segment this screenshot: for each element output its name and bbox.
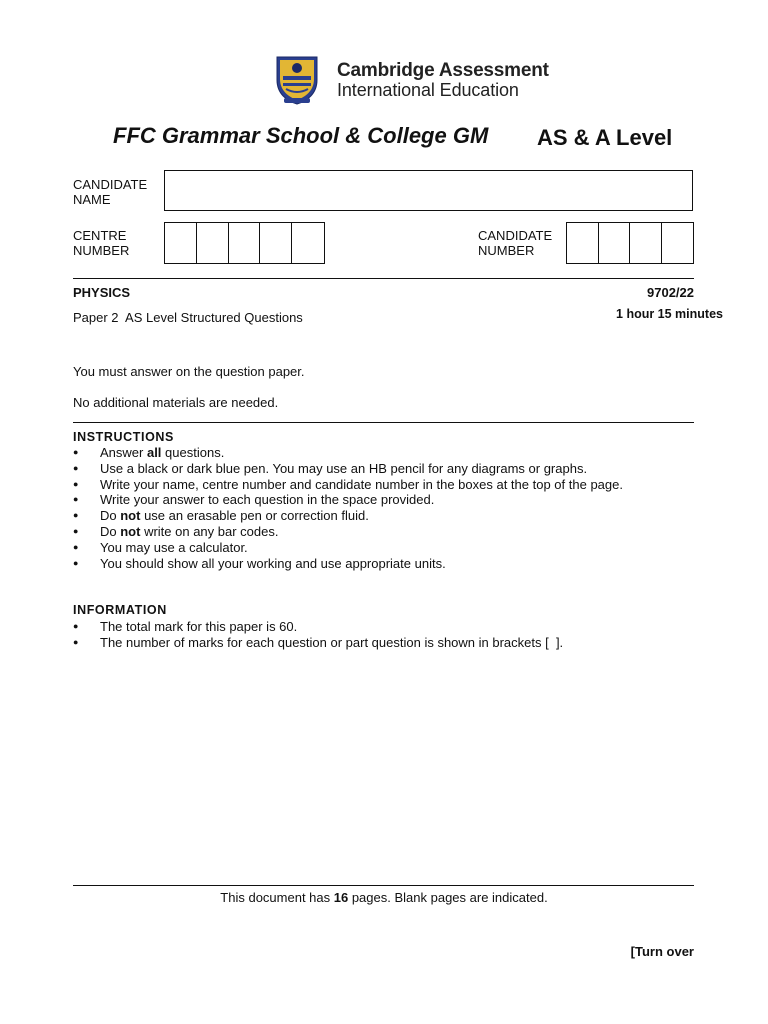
brand-name-line2: International Education bbox=[337, 80, 519, 100]
cambridge-crest-logo bbox=[274, 54, 320, 106]
candidate-digit-box[interactable] bbox=[630, 223, 662, 263]
candidate-digit-box[interactable] bbox=[662, 223, 693, 263]
candidate-digit-box[interactable] bbox=[599, 223, 631, 263]
candidate-digit-box[interactable] bbox=[567, 223, 599, 263]
subject-title: PHYSICS bbox=[73, 285, 131, 300]
instructions-heading: INSTRUCTIONS bbox=[73, 430, 174, 444]
instruction-item: ● You may use a calculator. bbox=[73, 540, 623, 556]
candidate-name-label: CANDIDATE NAME bbox=[73, 177, 148, 207]
instruction-item: ● Use a black or dark blue pen. You may use an HB pencil for any diagrams or graphs. bbox=[73, 461, 623, 477]
centre-number-boxes bbox=[164, 222, 325, 264]
brand-name-line1: Cambridge Assessment bbox=[337, 60, 549, 81]
paper-code: 9702/22 bbox=[647, 285, 694, 300]
divider bbox=[73, 422, 694, 423]
instruction-item: ● Write your answer to each question in the space provided. bbox=[73, 492, 623, 508]
candidate-number-label: CANDIDATE NUMBER bbox=[478, 228, 553, 258]
centre-digit-box[interactable] bbox=[197, 223, 229, 263]
centre-digit-box[interactable] bbox=[292, 223, 324, 263]
instructions-list bbox=[73, 445, 623, 571]
instruction-item: ● Do not use an erasable pen or correction fluid. bbox=[73, 508, 623, 524]
page-count-note: This document has 16 pages. Blank pages are indicated. bbox=[220, 890, 548, 905]
centre-digit-box[interactable] bbox=[165, 223, 197, 263]
divider bbox=[73, 885, 694, 886]
candidate-name-box[interactable] bbox=[164, 170, 693, 211]
qualification-level: AS & A Level bbox=[537, 125, 673, 150]
turn-over-note: [Turn over bbox=[630, 944, 694, 959]
candidate-number-boxes bbox=[566, 222, 694, 264]
instruction-item: ● You should show all your working and use appropriate units. bbox=[73, 556, 623, 572]
information-item: ● The total mark for this paper is 60. bbox=[73, 619, 563, 635]
centre-digit-box[interactable] bbox=[260, 223, 292, 263]
information-item: ● The number of marks for each question or part question is shown in brackets [ ]. bbox=[73, 635, 563, 651]
paper-duration: 1 hour 15 minutes bbox=[616, 307, 723, 321]
answer-instruction: You must answer on the question paper. bbox=[73, 364, 305, 379]
information-heading: INFORMATION bbox=[73, 603, 167, 617]
instruction-item: ● Do not write on any bar codes. bbox=[73, 524, 623, 540]
instruction-item: ● Answer all questions. bbox=[73, 445, 623, 461]
instruction-item: ● Write your name, centre number and candidate number in the boxes at the top of the page. bbox=[73, 477, 623, 493]
paper-title: Paper 2 AS Level Structured Questions bbox=[73, 310, 303, 325]
divider bbox=[73, 278, 694, 279]
information-list bbox=[73, 619, 563, 651]
centre-digit-box[interactable] bbox=[229, 223, 261, 263]
school-name: FFC Grammar School & College GM bbox=[113, 123, 489, 148]
materials-note: No additional materials are needed. bbox=[73, 395, 279, 410]
centre-number-label: CENTRE NUMBER bbox=[73, 228, 130, 258]
